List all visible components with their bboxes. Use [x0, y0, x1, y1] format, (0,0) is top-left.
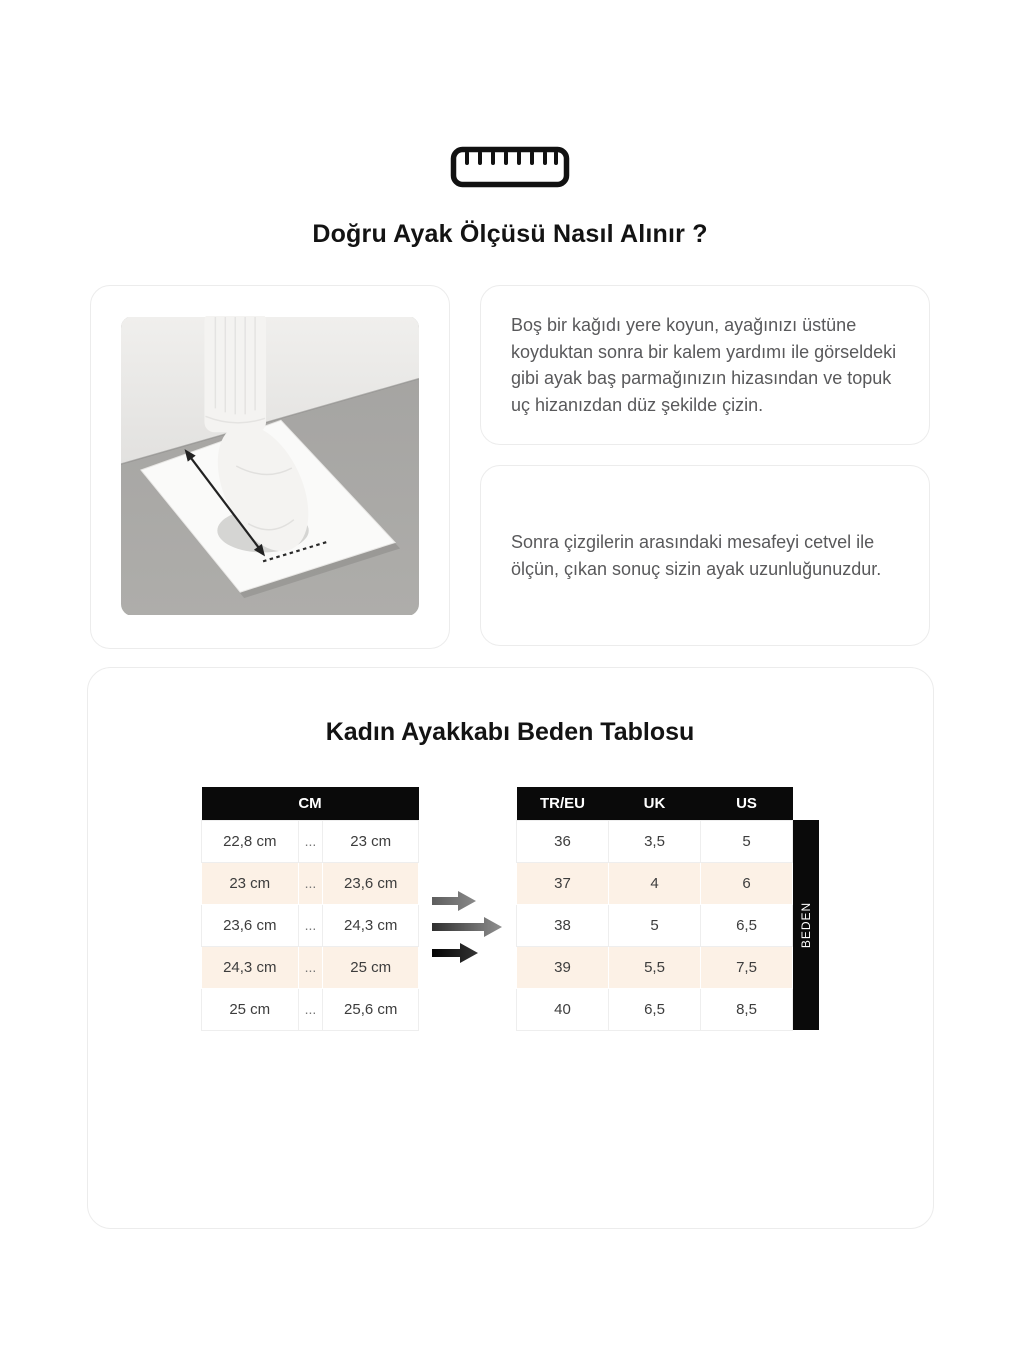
cm-table [201, 787, 419, 1031]
table-row: 37 4 6 [517, 862, 793, 904]
beden-side-label-bar [793, 820, 819, 1030]
table-row: 39 5,5 7,5 [517, 946, 793, 988]
instruction-step-1: Boş bir kağıdı yere koyun, ayağınızı üstüne koyduktan sonra bir kalem yardımı ile görseldeki gibi ayak baş parmağınızın hizasından ve topuk uç hizanızdan düz şekilde çizin. [511, 315, 897, 415]
howto-section [90, 285, 930, 649]
beden-side-label: BEDEN [799, 901, 813, 949]
page-title: Doğru Ayak Ölçüsü Nasıl Alınır ? [312, 220, 708, 248]
foot-measurement-photo-card [90, 285, 450, 649]
table-row: 22,8 cm ... 23 cm [202, 820, 419, 862]
size-conversion-arrows-icon [426, 885, 510, 965]
instruction-card-1 [480, 285, 930, 445]
table-row: 24,3 cm ... 25 cm [202, 946, 419, 988]
instruction-step-2: Sonra çizgilerin arasındaki mesafeyi cetvel ile ölçün, çıkan sonuç sizin ayak uzunluğunuzdur. [511, 532, 882, 579]
howto-text-column [480, 285, 930, 649]
column-header: UK [609, 787, 701, 820]
size-chart-card [87, 667, 934, 1229]
table-row: 36 3,5 5 [517, 820, 793, 862]
table-row: 23,6 cm ... 24,3 cm [202, 904, 419, 946]
ruler-icon [450, 146, 570, 188]
table-row: 38 5 6,5 [517, 904, 793, 946]
cm-table-header: CM [202, 787, 419, 820]
table-row: 40 6,5 8,5 [517, 988, 793, 1030]
instruction-card-2 [480, 465, 930, 646]
size-chart-title: Kadın Ayakkabı Beden Tablosu [325, 718, 695, 746]
foot-measurement-photo [121, 316, 419, 616]
international-size-table [516, 787, 793, 1031]
table-row: 25 cm ... 25,6 cm [202, 988, 419, 1030]
table-row: 23 cm ... 23,6 cm [202, 862, 419, 904]
column-header: TR/EU [517, 787, 609, 820]
size-tables [88, 787, 933, 1031]
column-header: US [701, 787, 793, 820]
